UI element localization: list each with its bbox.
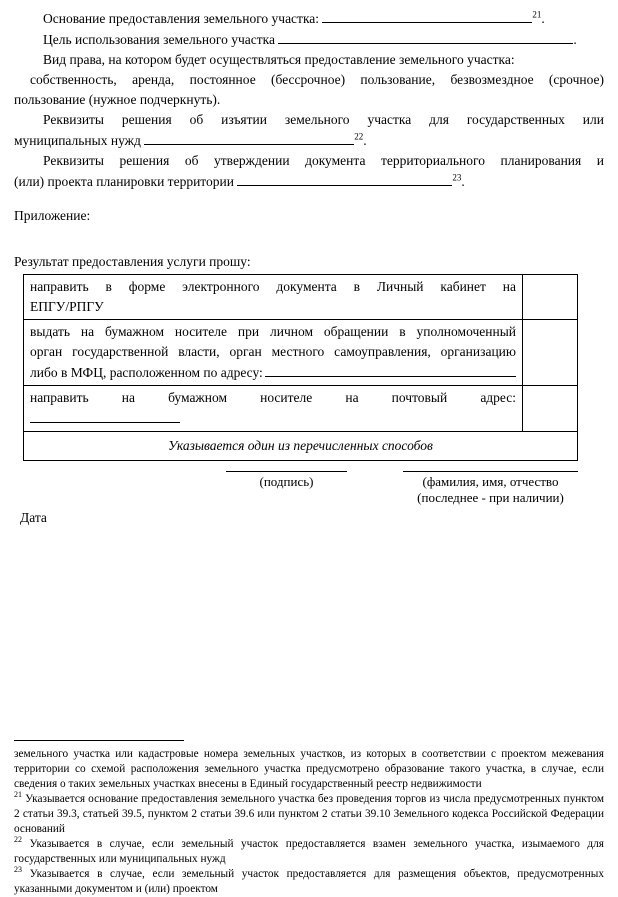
seizure-label: муниципальных нужд	[14, 133, 141, 148]
footnote-22	[14, 837, 604, 867]
paragraph-basis	[14, 8, 604, 29]
fullname-caption-line1: (фамилия, имя, отчество	[422, 474, 559, 489]
footnote-22-text: Указывается в случае, если земельный участок предоставляется взамен земельного участка, изымаемого для государственных или муниципальных нужд	[14, 838, 604, 865]
postal-address-blank-line[interactable]	[30, 408, 180, 423]
option-paper-office-line1: выдать на бумажном носителе при личном обращении в уполномоченный	[30, 324, 516, 339]
table-row-epgu	[24, 275, 578, 320]
paragraph-right-type	[14, 50, 604, 70]
option-postal-checkbox-cell[interactable]	[523, 386, 578, 432]
option-epgu-line2: ЕПГУ/РПГУ	[30, 299, 104, 314]
footnote-ref-23: 23	[452, 172, 462, 183]
footnote-23	[14, 867, 604, 897]
option-epgu-checkbox-cell[interactable]	[523, 275, 578, 320]
purpose-period: .	[573, 32, 577, 47]
attachment-label: Приложение:	[14, 208, 91, 223]
planning-line2	[14, 171, 604, 192]
seizure-blank-line[interactable]	[144, 130, 354, 145]
mfc-address-blank-line[interactable]	[265, 362, 516, 377]
right-type-text: Вид права, на котором будет осуществляться предоставление земельного участка:	[43, 52, 515, 67]
seizure-period: .	[363, 133, 367, 148]
option-postal-line1: направить на бумажном носителе на почтовый адрес:	[30, 390, 516, 405]
basis-label: Основание предоставления земельного участка:	[43, 11, 320, 26]
planning-period: .	[461, 174, 465, 189]
result-delivery-table	[23, 274, 578, 461]
planning-label: (или) проекта планировки территории	[14, 174, 234, 189]
option-epgu-cell	[24, 275, 523, 320]
option-epgu-line1: направить в форме электронного документа в Личный кабинет на	[30, 279, 516, 294]
footnote-ref-22: 22	[354, 131, 364, 142]
date-label: Дата	[20, 510, 47, 525]
footnotes-block	[14, 741, 604, 897]
footnote-21-text: Указывается основание предоставления земельного участка без проведения торгов из числа предусмотренных пунктом 2 статьи 39.3, статьей 39.5, пунктом 2 статьи 39.6 или пунктом 2 статьи 39.10 Земельного кодекса Российской Федерации оснований	[14, 793, 604, 835]
option-paper-office-checkbox-cell[interactable]	[523, 320, 578, 386]
table-row-postal	[24, 386, 578, 432]
seizure-line1: Реквизиты решения об изъятии земельного участка для государственных или	[43, 112, 604, 127]
fullname-caption-line2: (последнее - при наличии)	[417, 490, 564, 505]
signature-block	[14, 471, 604, 506]
right-options-line2: пользование (нужное подчеркнуть).	[14, 92, 221, 107]
result-label: Результат предоставления услуги прошу:	[14, 254, 251, 269]
purpose-blank-line[interactable]	[278, 29, 573, 44]
footnote-ref-21: 21	[532, 9, 542, 20]
footnote-21-ref: 21	[14, 790, 22, 800]
paragraph-right-options	[14, 70, 604, 110]
purpose-label: Цель использования земельного участка	[43, 32, 275, 47]
footnote-23-ref: 23	[14, 865, 22, 875]
option-postal-cell	[24, 386, 523, 432]
table-row-paper-office	[24, 320, 578, 386]
footnote-continuation: земельного участка или кадастровые номера земельных участков, из которых в соответствии с проектом межевания территории со схемой расположения земельного участка предусмотрено образование такого участка, в случае, если сведения о таких земельных участках внесены в Единый государственный реестр недвижимости	[14, 748, 604, 790]
planning-line1: Реквизиты решения об утверждении документа территориального планирования и	[43, 153, 604, 168]
signature-caption: (подпись)	[259, 474, 314, 489]
option-paper-office-line2: орган государственной власти, орган местного самоуправления, организацию	[30, 344, 516, 359]
option-paper-office-line3	[30, 362, 516, 383]
planning-blank-line[interactable]	[237, 171, 452, 186]
option-paper-office-cell	[24, 320, 523, 386]
paragraph-purpose	[14, 29, 604, 50]
basis-period: .	[541, 11, 545, 26]
fullname-field	[403, 471, 578, 506]
footnote-22-ref: 22	[14, 835, 22, 845]
table-note: Указывается один из перечисленных способов	[24, 432, 578, 461]
footnote-23-text: Указывается в случае, если земельный участок предоставляется для размещения объектов, предусмотренных указанными документом и (или) проектом	[14, 868, 604, 895]
seizure-line2	[14, 130, 604, 151]
basis-blank-line[interactable]	[322, 8, 532, 23]
paragraph-planning	[14, 151, 604, 192]
table-row-note	[24, 432, 578, 461]
option-paper-office-address-label: либо в МФЦ, расположенном по адресу:	[30, 365, 263, 380]
footnote-21	[14, 792, 604, 837]
signature-field	[226, 471, 347, 506]
right-options-line1: собственность, аренда, постоянное (бессрочное) пользование, безвозмездное (срочное)	[30, 72, 604, 87]
paragraph-seizure	[14, 110, 604, 151]
